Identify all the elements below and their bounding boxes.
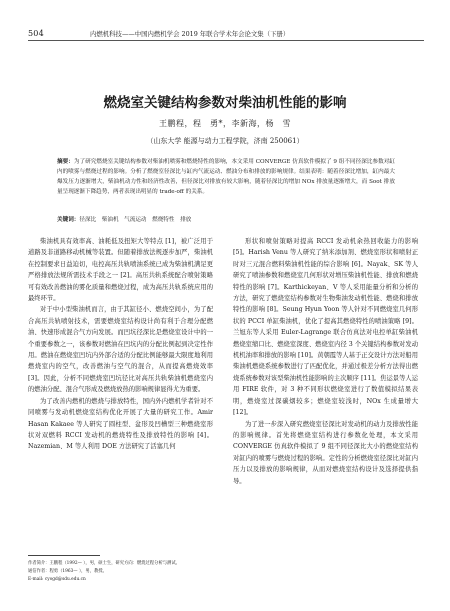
article-affiliation: （山东大学 能源与动力工程学院，济南 250061）	[146, 137, 304, 145]
body-paragraph: 对于中小型柴油机而言，由于其缸径小、燃烧空间小，为了配合高压共轨喷射技术，需要燃烧室结构设计尚有利于合理分配燃油、快速形成混合气方向发展。而凹坑径深比是燃烧室设计中的一个重要参数之一，该参数对燃油在凹坑内的分配比例起到决定性作用。燃油在燃烧室凹坑内外部合适的分配比例能够最大限度地利用燃烧室内的空气，改善燃油与空气的混合，从而提高燃烧效率 [3]。因此，分析不同燃烧室凹坑径比对高压共轨柴油机燃烧室内的燃油分配、混合气形成及燃烧放热的影响规律显得尤为重要。	[28, 306, 213, 394]
body-paragraph: 为了改善内燃机的燃烧与排放特性，国内外内燃机学者针对不同喷雾与发动机燃烧室结构优化开展了大量的研究工作。Amir Hasan Kakaee 等人研究了圆柱型、盆形及凹槽型三种燃烧室形状对双燃料 RCCI 发动机的燃烧特性及排放特性的影响 [4]。Nazemian、M 等人利用 DOE 方法研究了活塞几何	[28, 397, 213, 451]
abstract-label: 摘要：	[57, 159, 74, 165]
body-column-right	[233, 236, 418, 487]
body-column-left	[28, 236, 213, 453]
header-rule	[28, 40, 424, 41]
running-title: 内燃机科技——中国内燃机学会 2019 年联合学术年会论文集（下册）	[90, 30, 290, 38]
keywords-label: 关键词：	[57, 217, 80, 223]
body-paragraph: 为了进一步深入研究燃烧室径深比对发动机的动力及排放性能的影响规律。首先将燃烧室结构进行参数化处理，本文采用 CONVERGE 仿真软件模拟了 9 组不同径深比大小的燃烧室结构对缸内的喷雾与燃烧过程的影响。定性的分析燃烧室径深比对缸内压力以及排放的影响规律，从而对燃烧室结构设计及选择提供指导。	[233, 420, 418, 485]
page-number: 504	[28, 29, 44, 38]
keywords-text: 径深比 柴油机 气流运动 燃烧特性 排放	[79, 217, 192, 223]
article-title: 燃烧室关键结构参数对柴油机性能的影响	[103, 95, 347, 111]
page-header	[0, 0, 450, 44]
footnote-line: E-mail: cyogd@sdu.edu.cn	[28, 577, 86, 582]
body-paragraph: 形状和喷射策略对提高 RCCI 发动机余热回收能力的影响 [5]。Harish Venu 等人研究了纳米添加剂、燃烧室形状和喷射正时对三元混合燃料柴油机性能的综合影响 [6]。Nayak、SK 等人研究了喷油参数和燃烧室几何形状对增压柴油机性能、排放和燃烧特性的影响 [7]。Karthickeyan、V 等人采用能量分析和分析的方法，研究了燃烧室结构参数对生物柴油发动机性能、燃烧和排放特性的影响 [8]。Seung Hyun Yoon 等人针对不同燃烧室几何形状的 PCCI 单缸柴油机，优化了提高其燃烧特性的喷油策略 [9]。兰旭东等人采用 Euler-Lagrange 联合仿真法对电控单缸柴油机燃烧室缩口比、燃烧室深度、燃烧室内径 3 个关键结构参数对发动机机油率和排放的影响 [10]。黄朝霞等人基于正交设计方法对船用柴油机燃烧系统参数进行了匹配优化，并通过极差分析方法得出燃烧系统参数对该型柴油机性能影响的主次顺序 [11]。焦运景等人运用 FIRE 软件，对 3 种不同形状燃烧室进行了数值模拟结果表明，燃烧室过深碳烟较多；燃烧室较浅时，NOx 生成量增大 [12]。	[233, 238, 418, 417]
abstract-text: 为了研究燃烧室关键结构参数对柴油机喷雾和燃烧特性的影响，本文采用 CONVERGE 仿真软件模拟了 9 组不同径深比参数对缸内的喷雾与燃烧过程的影响。分析了燃烧室径深比与缸内气流运动、燃油分布和排放的影响规律。结果表明：随着径深比增加，缸内最大爆发压力逐渐增大，柴油机动力性和经济性改善，但径深比对排放有较大影响，随着径深比的增加 NOx 排放量逐渐增大，而 Soot 排放量呈现逐渐下降趋势，两者表现出明显的 trade-off 的关系。	[57, 159, 395, 195]
article-authors: 王鹏程，程 勇*，李新海，杨 雪	[159, 119, 291, 128]
body-paragraph: 柴油机具有效率高、油耗低及扭矩大等特点 [1]，被广泛用于道路及非道路移动机械等装置。但随着排放法规逐步加严，柴油机在控制要求日益迫切，电控高压共轨喷油系统已成为柴油机满足更严格排放法规所需技术手段之一 [2]。高压共轨系统配合喷射策略可有效改善燃油的雾化质量和燃烧过程，成为高压共轨系统应用的最终环节。	[28, 238, 213, 303]
footnote-line: 作者简介：王鹏程（1992— ），男，硕士生，研究方向：燃烧过程分析与测试。	[28, 561, 180, 566]
abstract	[57, 158, 395, 198]
footnote-line: 通信作者：程勇（1963— ），男，教授。	[28, 569, 107, 574]
footnote-rule	[28, 555, 100, 556]
footnote	[28, 560, 218, 584]
keywords	[57, 216, 395, 225]
